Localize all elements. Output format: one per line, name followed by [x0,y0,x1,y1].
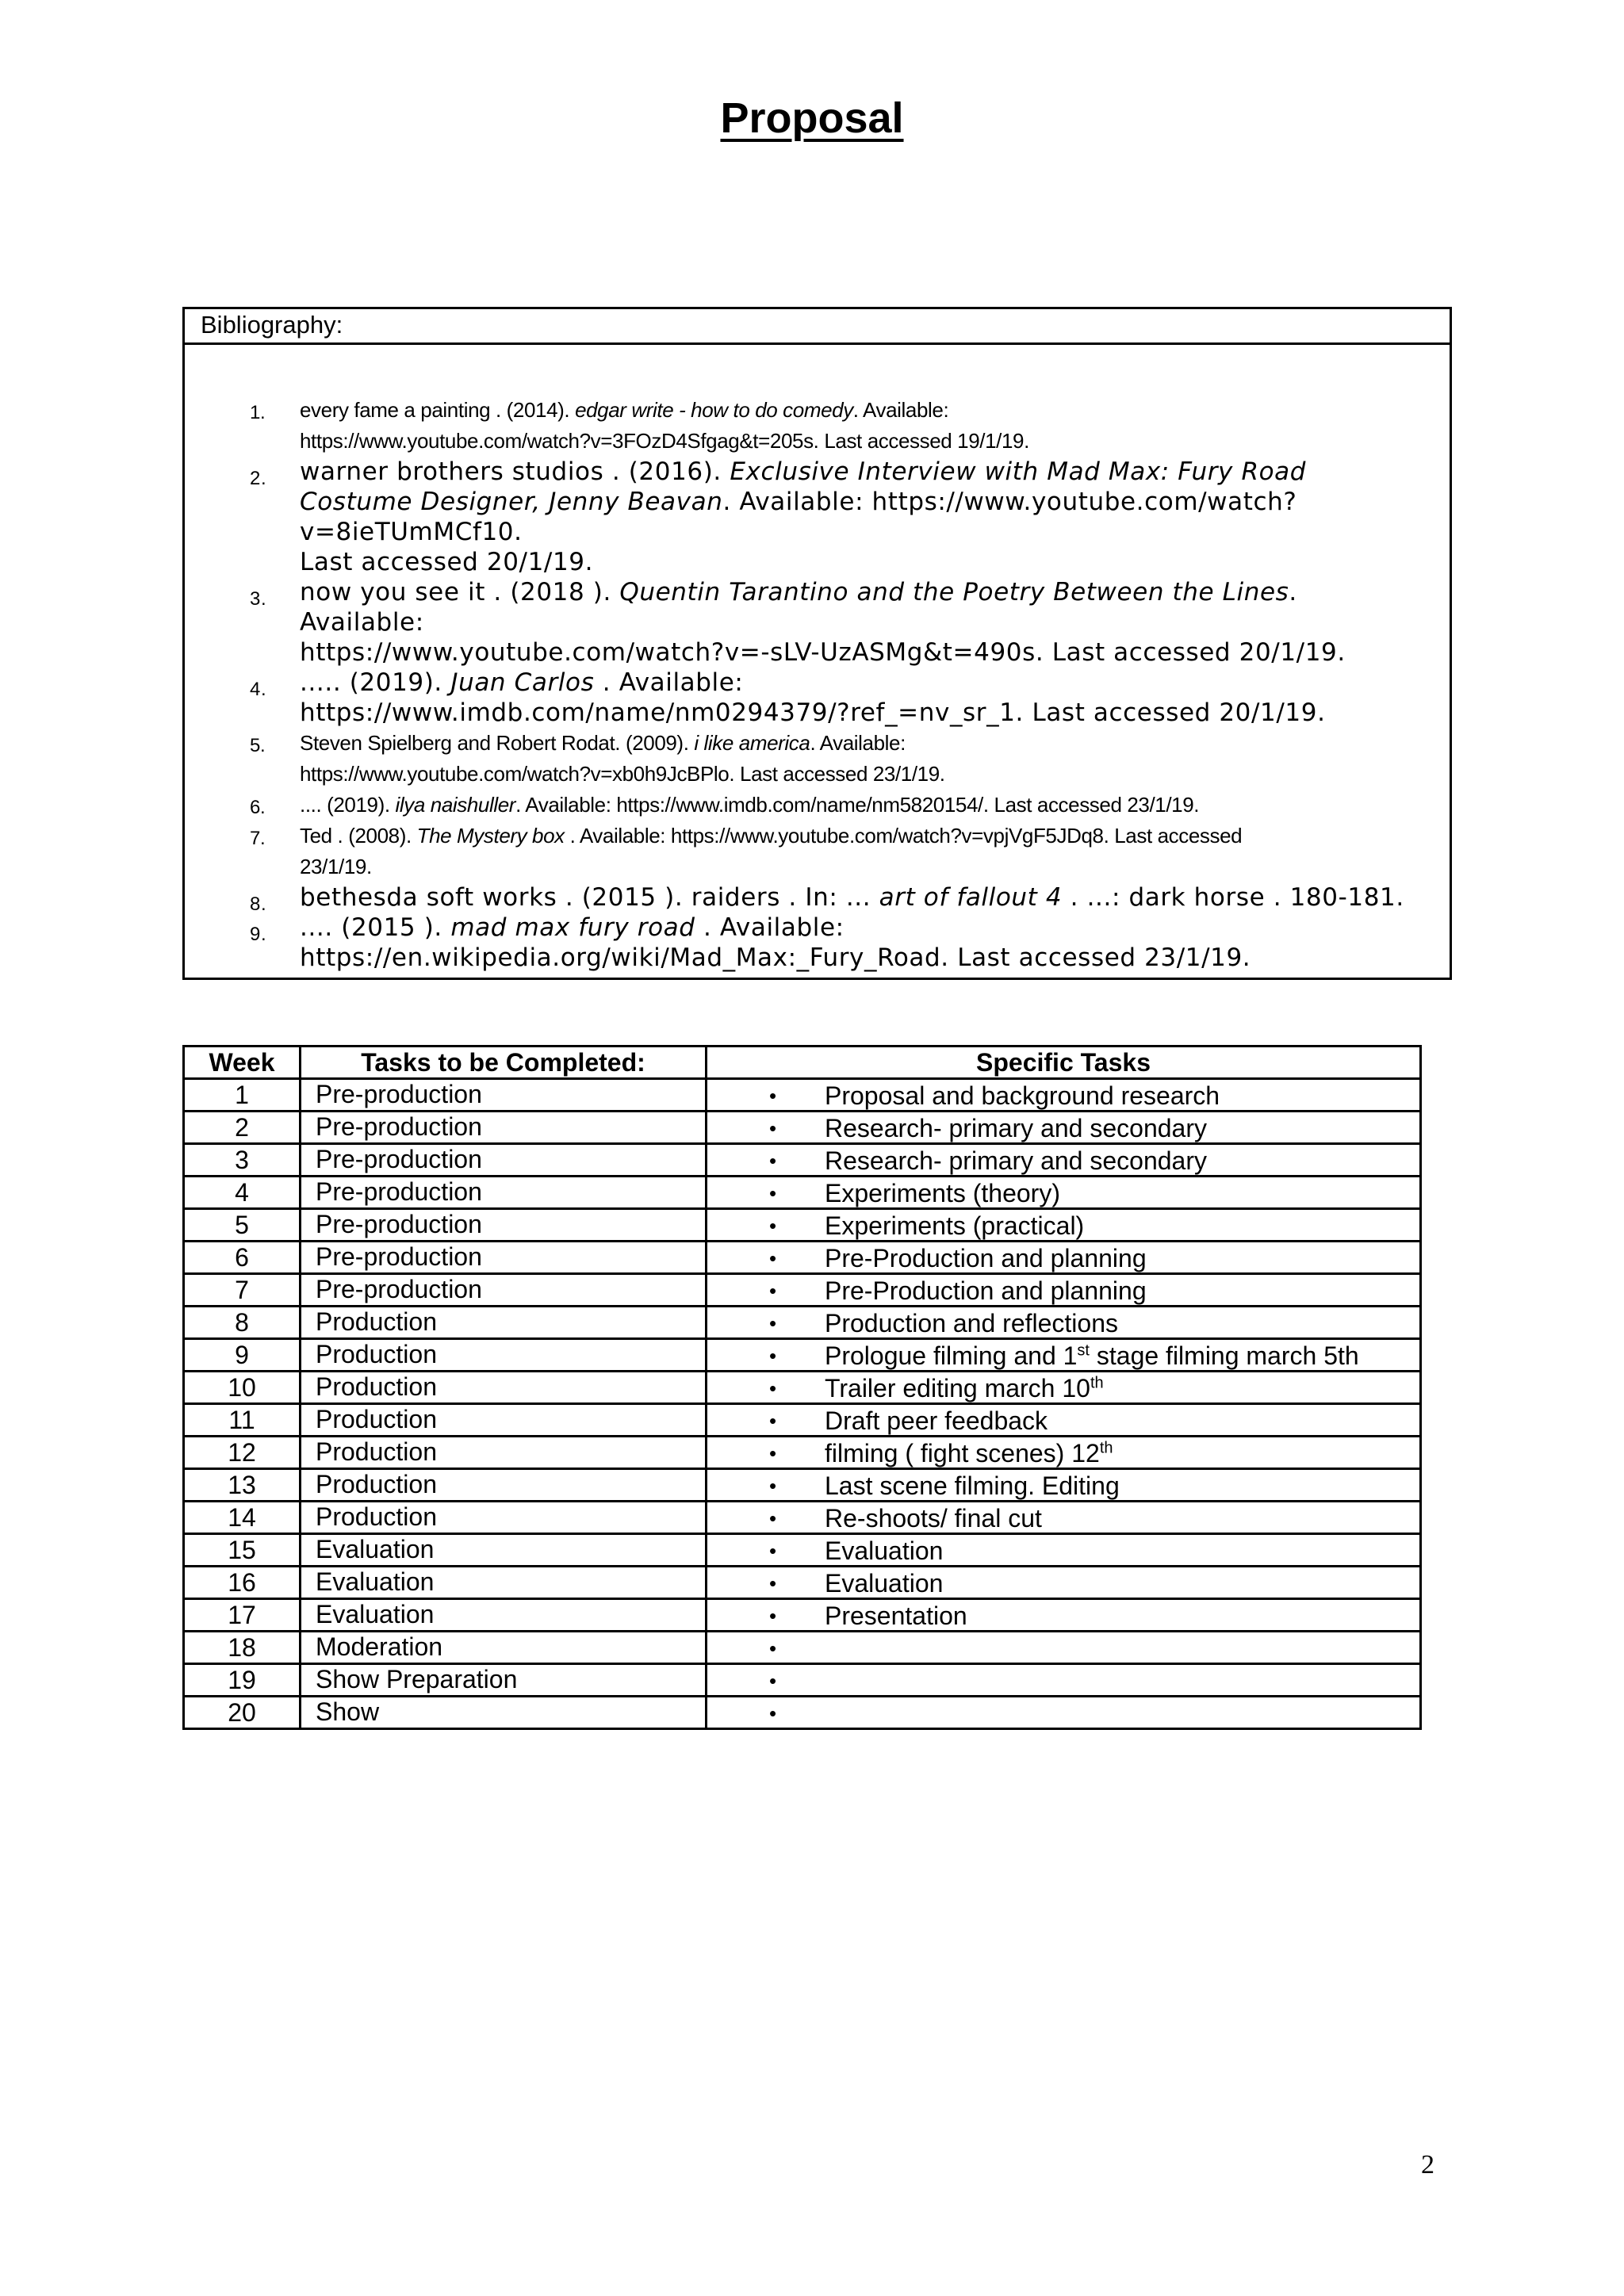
task-cell: Pre-production [301,1079,707,1112]
week-cell: 18 [184,1632,301,1664]
specific-task-cell [707,1664,1421,1697]
specific-task-text: Last scene filming. Editing [825,1471,1120,1500]
bibliography-author: every fame a painting . (2014). [300,398,576,422]
specific-task-text: Pre-Production and planning [825,1276,1147,1305]
bibliography-availability: . Available: https://www.youtube.com/watch?v=8ieTUmMCf10. [300,488,1297,546]
schedule-table [182,1045,1422,1730]
week-cell: 15 [184,1534,301,1567]
bibliography-item-number: 1. [250,402,266,423]
table-row [184,1274,1421,1307]
week-cell: 3 [184,1144,301,1177]
bullet-icon: • [769,1181,777,1205]
week-cell: 17 [184,1599,301,1632]
bullet-icon: • [769,1084,777,1108]
bibliography-title: i like america [694,731,810,755]
week-cell: 2 [184,1112,301,1144]
bullet-icon: • [769,1701,777,1725]
bullet-icon: • [769,1409,777,1433]
specific-task-cell [707,1502,1421,1534]
table-row [184,1502,1421,1534]
specific-task-cell [707,1144,1421,1177]
bullet-icon: • [769,1636,777,1660]
bibliography-reference: https://en.wikipedia.org/wiki/Mad_Max:_Fury_Road. Last accessed 23/1/19. [300,943,1251,972]
schedule-header-row [184,1047,1421,1079]
bullet-icon: • [769,1344,777,1368]
bullet-icon: • [769,1116,777,1140]
bibliography-author: .... (2015 ). [300,913,451,942]
specific-task-cell [707,1372,1421,1404]
bullet-icon: • [769,1571,777,1595]
table-row [184,1339,1421,1372]
task-cell: Pre-production [301,1144,707,1177]
bullet-icon: • [769,1214,777,1238]
task-cell: Production [301,1404,707,1437]
week-cell: 7 [184,1274,301,1307]
bibliography-availability: . Available: [852,398,949,422]
table-row [184,1079,1421,1112]
bullet-icon: • [769,1539,777,1563]
page-title: Proposal [720,94,904,142]
bibliography-list [185,395,1450,973]
specific-task-cell [707,1697,1421,1729]
bibliography-item [185,577,1450,668]
task-cell: Evaluation [301,1534,707,1567]
bibliography-title: mad max fury road [450,913,695,942]
bibliography-title: ilya naishuller [395,793,516,817]
bibliography-item-number: 8. [250,894,267,915]
bibliography-reference: 23/1/19. [300,855,372,878]
bibliography-item-number: 6. [250,797,266,818]
bibliography-availability: . Available: [695,913,845,942]
bibliography-title: Quentin Tarantino and the Poetry Between the Lines [619,578,1289,607]
task-cell: Evaluation [301,1567,707,1599]
week-cell: 11 [184,1404,301,1437]
bibliography-reference: Last accessed 20/1/19. [300,548,594,576]
week-cell: 20 [184,1697,301,1729]
bullet-icon: • [769,1669,777,1693]
bibliography-availability: . Available: [594,668,744,697]
table-row [184,1437,1421,1469]
specific-task-text: filming ( fight scenes) 12 [825,1439,1100,1468]
specific-task-text: Production and reflections [825,1309,1118,1337]
task-cell: Evaluation [301,1599,707,1632]
bibliography-author: warner brothers studios . (2016). [300,457,730,486]
table-row [184,1534,1421,1567]
bibliography-item-text [300,790,1418,821]
week-cell: 13 [184,1469,301,1502]
task-cell: Pre-production [301,1112,707,1144]
table-row [184,1209,1421,1242]
table-row [184,1697,1421,1729]
table-row [184,1469,1421,1502]
bibliography-item [185,790,1450,821]
task-cell: Pre-production [301,1209,707,1242]
bibliography-author: now you see it . (2018 ). [300,578,620,607]
specific-task-text: Draft peer feedback [825,1406,1048,1435]
specific-task-text: Research- primary and secondary [825,1146,1207,1175]
table-row [184,1632,1421,1664]
specific-task-text: Evaluation [825,1536,944,1565]
bullet-icon: • [769,1279,777,1303]
week-cell: 8 [184,1307,301,1339]
week-cell: 12 [184,1437,301,1469]
bibliography-item-text [300,577,1418,668]
table-row [184,1307,1421,1339]
specific-task-text: Research- primary and secondary [825,1114,1207,1142]
task-cell: Show Preparation [301,1664,707,1697]
bibliography-header: Bibliography: [185,309,1450,345]
bibliography-availability: . Available: https://www.imdb.com/name/nm5820154/. Last accessed 23/1/19. [515,793,1200,817]
bibliography-item-text [300,457,1418,577]
bibliography-item [185,882,1450,913]
bibliography-item [185,457,1450,577]
bibliography-item [185,913,1450,973]
bibliography-author: .... (2019). [300,793,396,817]
bibliography-reference: https://www.imdb.com/name/nm0294379/?ref_=nv_sr_1. Last accessed 20/1/19. [300,698,1326,727]
week-cell: 19 [184,1664,301,1697]
bibliography-item [185,728,1450,790]
task-cell: Pre-production [301,1177,707,1209]
bibliography-item-number: 5. [250,735,266,756]
week-cell: 16 [184,1567,301,1599]
bibliography-title: The Mystery box [416,824,565,848]
specific-task-cell [707,1307,1421,1339]
specific-task-cell [707,1599,1421,1632]
bullet-icon: • [769,1311,777,1335]
bullet-icon: • [769,1474,777,1498]
specific-task-text: Proposal and background research [825,1081,1220,1110]
bullet-icon: • [769,1604,777,1628]
week-cell: 9 [184,1339,301,1372]
specific-task-cell [707,1469,1421,1502]
bibliography-title: edgar write - how to do comedy [575,398,853,422]
bibliography-availability: . ...: dark horse . 180-181. [1062,883,1404,912]
table-row [184,1599,1421,1632]
specific-task-text: Trailer editing march 10 [825,1374,1090,1402]
bibliography-item-number: 7. [250,828,266,849]
bibliography-title: Juan Carlos [450,668,595,697]
specific-task-cell [707,1242,1421,1274]
bullet-icon: • [769,1506,777,1530]
table-row [184,1567,1421,1599]
table-row [184,1372,1421,1404]
table-row [184,1242,1421,1274]
week-cell: 14 [184,1502,301,1534]
bibliography-item [185,821,1450,882]
specific-task-cell [707,1209,1421,1242]
table-row [184,1144,1421,1177]
bibliography-author: Steven Spielberg and Robert Rodat. (2009). [300,731,695,755]
specific-task-text: Experiments (practical) [825,1211,1085,1240]
table-row [184,1177,1421,1209]
bibliography-item-text [300,821,1418,882]
bibliography-item-number: 2. [250,468,267,489]
header-week: Week [184,1047,301,1079]
bibliography-item-text [300,395,1418,457]
bibliography-item-text [300,882,1418,913]
specific-task-text-continued: stage filming march 5th [1089,1341,1359,1370]
page-number: 2 [1421,2150,1434,2179]
bibliography-author: bethesda soft works . (2015 ). raiders . In: ... [300,883,879,912]
bibliography-reference: https://www.youtube.com/watch?v=3FOzD4Sfgag&t=205s. Last accessed 19/1/19. [300,429,1029,453]
specific-task-cell [707,1534,1421,1567]
bibliography-item-text [300,913,1418,973]
ordinal-suffix: th [1090,1374,1104,1392]
bibliography-item-number: 9. [250,924,267,945]
bibliography-box [182,307,1452,980]
week-cell: 4 [184,1177,301,1209]
specific-task-cell [707,1567,1421,1599]
bibliography-availability: . Available: [810,731,906,755]
bibliography-item-text [300,728,1418,790]
bibliography-availability: . Available: [300,578,1297,637]
bibliography-item-text [300,668,1418,728]
bibliography-item-number: 3. [250,588,267,610]
task-cell: Pre-production [301,1274,707,1307]
specific-task-text: Re-shoots/ final cut [825,1504,1042,1533]
specific-task-cell [707,1112,1421,1144]
week-cell: 5 [184,1209,301,1242]
bibliography-title: Exclusive Interview with Mad Max: Fury Road Costume Designer, Jenny Beavan [300,457,1307,516]
task-cell: Production [301,1339,707,1372]
bibliography-title: art of fallout 4 [879,883,1063,912]
ordinal-suffix: st [1077,1341,1090,1360]
bibliography-reference: https://www.youtube.com/watch?v=-sLV-UzASMg&t=490s. Last accessed 20/1/19. [300,638,1346,667]
task-cell: Production [301,1469,707,1502]
specific-task-text: Evaluation [825,1569,944,1598]
task-cell: Moderation [301,1632,707,1664]
bullet-icon: • [769,1376,777,1400]
header-specific-tasks: Specific Tasks [707,1047,1421,1079]
header-tasks: Tasks to be Completed: [301,1047,707,1079]
bibliography-item-number: 4. [250,679,267,700]
week-cell: 10 [184,1372,301,1404]
bullet-icon: • [769,1441,777,1465]
specific-task-text: Experiments (theory) [825,1179,1060,1207]
specific-task-cell [707,1339,1421,1372]
specific-task-text: Presentation [825,1601,967,1630]
week-cell: 6 [184,1242,301,1274]
specific-task-cell [707,1437,1421,1469]
specific-task-cell [707,1632,1421,1664]
week-cell: 1 [184,1079,301,1112]
bibliography-availability: . Available: https://www.youtube.com/watch?v=vpjVgF5JDq8. Last accessed [564,824,1243,848]
bibliography-author: Ted . (2008). [300,824,417,848]
table-row [184,1112,1421,1144]
specific-task-cell [707,1079,1421,1112]
task-cell: Production [301,1307,707,1339]
task-cell: Production [301,1437,707,1469]
task-cell: Pre-production [301,1242,707,1274]
task-cell: Production [301,1502,707,1534]
specific-task-cell [707,1177,1421,1209]
task-cell: Production [301,1372,707,1404]
ordinal-suffix: th [1099,1439,1113,1457]
bibliography-author: ..... (2019). [300,668,451,697]
specific-task-text: Pre-Production and planning [825,1244,1147,1272]
bibliography-item [185,668,1450,728]
bullet-icon: • [769,1246,777,1270]
bibliography-reference: https://www.youtube.com/watch?v=xb0h9JcBPlo. Last accessed 23/1/19. [300,762,945,786]
specific-task-text: Prologue filming and 1 [825,1341,1078,1370]
table-row [184,1404,1421,1437]
table-row [184,1664,1421,1697]
task-cell: Show [301,1697,707,1729]
specific-task-cell [707,1404,1421,1437]
bibliography-item [185,395,1450,457]
bullet-icon: • [769,1149,777,1173]
specific-task-cell [707,1274,1421,1307]
